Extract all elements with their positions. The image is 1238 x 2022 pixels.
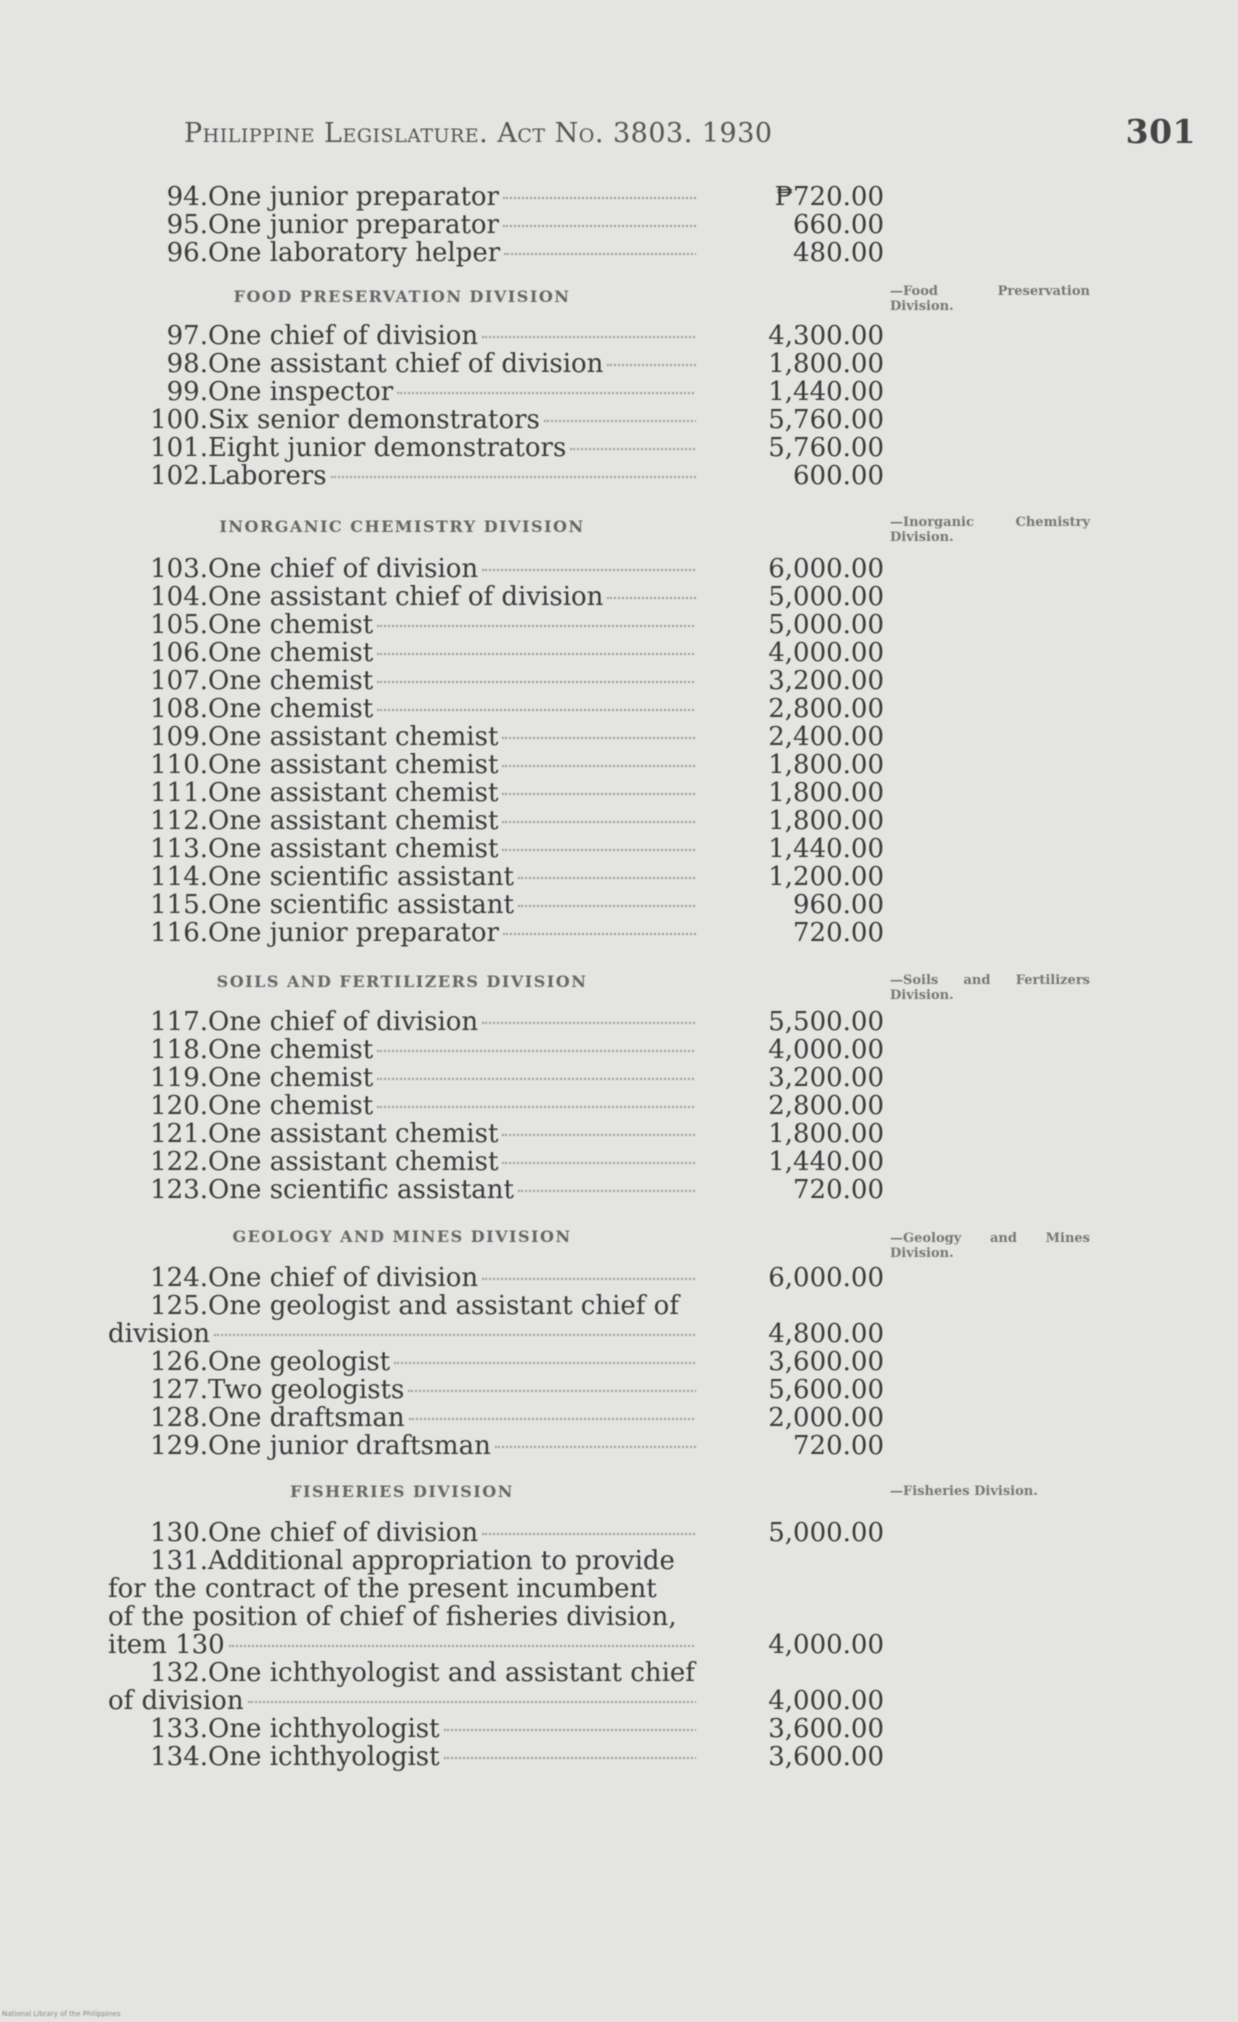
list-item bbox=[0, 891, 1238, 919]
list-item bbox=[0, 919, 1238, 947]
item-amount: 4,000.00 bbox=[768, 638, 884, 668]
list-item-125-line2: division 4,800.00 bbox=[108, 1319, 884, 1349]
item-description: One chief of division bbox=[208, 555, 696, 583]
item-amount: 720.00 bbox=[793, 1175, 884, 1205]
item-number: 109. bbox=[150, 722, 208, 752]
footer-credit: National Library of the Philippines bbox=[2, 2010, 121, 2018]
item-description: Six senior demonstrators bbox=[208, 406, 696, 434]
list-item bbox=[0, 695, 1238, 723]
list-item-131-line1: 131. Additional appropriation to provide bbox=[150, 1546, 675, 1576]
item-description: One chemist bbox=[208, 695, 696, 723]
item-description: One assistant chemist bbox=[208, 1148, 696, 1176]
section-heading-inorganic-chemistry: INORGANIC CHEMISTRY DIVISION bbox=[219, 517, 585, 536]
item-amount: 6,000.00 bbox=[768, 554, 884, 584]
item-number: 101. bbox=[150, 433, 208, 463]
list-item-131-line4: item 130 4,000.00 bbox=[108, 1630, 884, 1660]
item-description: One scientific assistant bbox=[208, 863, 696, 891]
item-number: 127. bbox=[150, 1375, 208, 1405]
item-amount: ₱720.00 bbox=[774, 182, 884, 212]
item-number: 108. bbox=[150, 694, 208, 724]
item-number: 133. bbox=[150, 1714, 208, 1744]
item-number: 111. bbox=[150, 778, 208, 808]
item-amount: 5,760.00 bbox=[768, 405, 884, 435]
item-description: One assistant chemist bbox=[208, 779, 696, 807]
item-amount: 4,300.00 bbox=[768, 321, 884, 351]
list-item bbox=[0, 378, 1238, 406]
item-description: Eight junior demonstrators bbox=[208, 434, 696, 462]
item-number: 128. bbox=[150, 1403, 208, 1433]
list-item bbox=[0, 1519, 1238, 1547]
item-number: 106. bbox=[150, 638, 208, 668]
list-item bbox=[0, 863, 1238, 891]
list-item bbox=[0, 751, 1238, 779]
item-amount: 2,800.00 bbox=[768, 1091, 884, 1121]
item-number: 124. bbox=[150, 1263, 208, 1293]
item-number: 102. bbox=[150, 461, 208, 491]
list-item bbox=[0, 1176, 1238, 1204]
margin-note-fisheries: —Fisheries Division. bbox=[890, 1484, 1038, 1499]
item-amount: 660.00 bbox=[793, 210, 884, 240]
item-amount: 5,760.00 bbox=[768, 433, 884, 463]
running-title: Philippine Legislature. Act No. 3803. 1930 bbox=[184, 118, 773, 149]
item-number: 117. bbox=[150, 1007, 208, 1037]
item-description: One assistant chief of division bbox=[208, 350, 696, 378]
item-amount: 5,000.00 bbox=[768, 582, 884, 612]
item-number: 110. bbox=[150, 750, 208, 780]
section-heading-geology-mines: GEOLOGY AND MINES DIVISION bbox=[232, 1227, 572, 1246]
item-description: One junior draftsman bbox=[208, 1432, 696, 1460]
item-number: 120. bbox=[150, 1091, 208, 1121]
section-heading-food-preservation: FOOD PRESERVATION DIVISION bbox=[233, 287, 571, 306]
list-item-131-line3: of the position of chief of fisheries division, bbox=[108, 1602, 677, 1632]
list-item bbox=[0, 779, 1238, 807]
list-item bbox=[0, 583, 1238, 611]
item-description: One ichthyologist bbox=[208, 1743, 696, 1771]
item-number: 119. bbox=[150, 1063, 208, 1093]
margin-note-geology-mines: —Geology and Mines Division. bbox=[890, 1231, 1090, 1261]
margin-note-food-preservation: —Food Preservation Division. bbox=[890, 284, 1090, 314]
list-item bbox=[0, 406, 1238, 434]
item-description: One chemist bbox=[208, 1064, 696, 1092]
item-description: Laborers bbox=[208, 462, 696, 490]
list-item bbox=[0, 1432, 1238, 1460]
item-amount: 2,800.00 bbox=[768, 694, 884, 724]
item-amount: 720.00 bbox=[793, 918, 884, 948]
list-item bbox=[0, 1404, 1238, 1432]
list-item bbox=[0, 211, 1238, 239]
item-number: 97. bbox=[166, 321, 208, 351]
item-amount: 960.00 bbox=[793, 890, 884, 920]
list-item bbox=[0, 835, 1238, 863]
list-item bbox=[0, 555, 1238, 583]
list-item bbox=[0, 1264, 1238, 1292]
item-number: 121. bbox=[150, 1119, 208, 1149]
list-item bbox=[0, 1715, 1238, 1743]
page-number: 301 bbox=[1125, 112, 1196, 151]
item-number: 115. bbox=[150, 890, 208, 920]
item-amount: 1,440.00 bbox=[768, 377, 884, 407]
item-description: One chemist bbox=[208, 667, 696, 695]
list-item bbox=[0, 611, 1238, 639]
item-amount: 1,440.00 bbox=[768, 834, 884, 864]
item-description: One assistant chemist bbox=[208, 751, 696, 779]
item-number: 118. bbox=[150, 1035, 208, 1065]
list-item bbox=[0, 1148, 1238, 1176]
item-number: 96. bbox=[166, 238, 208, 268]
list-item-131-line2: for the contract of the present incumbent bbox=[108, 1574, 657, 1604]
item-description: One draftsman bbox=[208, 1404, 696, 1432]
list-item bbox=[0, 1348, 1238, 1376]
item-amount: 1,440.00 bbox=[768, 1147, 884, 1177]
item-amount: 3,600.00 bbox=[768, 1742, 884, 1772]
item-description: One junior preparator bbox=[208, 183, 696, 211]
list-item bbox=[0, 239, 1238, 267]
item-number: 95. bbox=[166, 210, 208, 240]
item-number: 107. bbox=[150, 666, 208, 696]
item-number: 126. bbox=[150, 1347, 208, 1377]
item-amount: 1,800.00 bbox=[768, 750, 884, 780]
item-amount: 3,600.00 bbox=[768, 1714, 884, 1744]
item-number: 134. bbox=[150, 1742, 208, 1772]
item-number: 112. bbox=[150, 806, 208, 836]
list-item-125-line1: 125. One geologist and assistant chief of bbox=[150, 1291, 679, 1321]
list-item bbox=[0, 322, 1238, 350]
list-item bbox=[0, 1092, 1238, 1120]
margin-note-soils-fertilizers: —Soils and Fertilizers Division. bbox=[890, 973, 1090, 1003]
item-amount: 3,200.00 bbox=[768, 666, 884, 696]
item-description: One chief of division bbox=[208, 1519, 696, 1547]
item-description: One chief of division bbox=[208, 1008, 696, 1036]
item-amount: 5,600.00 bbox=[768, 1375, 884, 1405]
item-number: 100. bbox=[150, 405, 208, 435]
item-number: 123. bbox=[150, 1175, 208, 1205]
item-number: 105. bbox=[150, 610, 208, 640]
list-item bbox=[0, 639, 1238, 667]
item-description: One assistant chief of division bbox=[208, 583, 696, 611]
section-heading-soils-fertilizers: SOILS AND FERTILIZERS DIVISION bbox=[216, 972, 588, 991]
item-amount: 1,800.00 bbox=[768, 806, 884, 836]
list-item-132-line2: of division 4,000.00 bbox=[108, 1686, 884, 1716]
item-description: One chief of division bbox=[208, 1264, 696, 1292]
item-description: One scientific assistant bbox=[208, 891, 696, 919]
item-number: 116. bbox=[150, 918, 208, 948]
item-amount: 480.00 bbox=[793, 238, 884, 268]
item-description: One junior preparator bbox=[208, 919, 696, 947]
item-amount: 720.00 bbox=[793, 1431, 884, 1461]
list-item bbox=[0, 1120, 1238, 1148]
item-description: One chemist bbox=[208, 639, 696, 667]
margin-note-inorganic-chemistry: —Inorganic Chemistry Division. bbox=[890, 515, 1090, 545]
item-number: 94. bbox=[166, 182, 208, 212]
item-amount: 5,000.00 bbox=[768, 610, 884, 640]
item-description: One chief of division bbox=[208, 322, 696, 350]
list-item bbox=[0, 183, 1238, 211]
item-description: One chemist bbox=[208, 1092, 696, 1120]
item-description: One inspector bbox=[208, 378, 696, 406]
item-amount: 1,800.00 bbox=[768, 778, 884, 808]
item-description: One assistant chemist bbox=[208, 1120, 696, 1148]
item-description: One scientific assistant bbox=[208, 1176, 696, 1204]
item-description: One assistant chemist bbox=[208, 723, 696, 751]
list-item bbox=[0, 350, 1238, 378]
item-number: 99. bbox=[166, 377, 208, 407]
list-item-132-line1: 132. One ichthyologist and assistant chief bbox=[150, 1658, 695, 1688]
list-item bbox=[0, 434, 1238, 462]
item-amount: 1,200.00 bbox=[768, 862, 884, 892]
item-amount: 5,000.00 bbox=[768, 1518, 884, 1548]
item-amount: 3,200.00 bbox=[768, 1063, 884, 1093]
item-number: 130. bbox=[150, 1518, 208, 1548]
item-number: 98. bbox=[166, 349, 208, 379]
item-amount: 6,000.00 bbox=[768, 1263, 884, 1293]
item-description: One assistant chemist bbox=[208, 835, 696, 863]
list-item bbox=[0, 1036, 1238, 1064]
item-description: One assistant chemist bbox=[208, 807, 696, 835]
list-item bbox=[0, 667, 1238, 695]
item-description: One ichthyologist bbox=[208, 1715, 696, 1743]
item-description: One junior preparator bbox=[208, 211, 696, 239]
item-amount: 1,800.00 bbox=[768, 1119, 884, 1149]
list-item bbox=[0, 1064, 1238, 1092]
list-item bbox=[0, 1008, 1238, 1036]
list-item bbox=[0, 462, 1238, 490]
item-number: 114. bbox=[150, 862, 208, 892]
item-amount: 1,800.00 bbox=[768, 349, 884, 379]
item-amount: 5,500.00 bbox=[768, 1007, 884, 1037]
item-number: 103. bbox=[150, 554, 208, 584]
page-header bbox=[180, 112, 1200, 160]
item-amount: 2,400.00 bbox=[768, 722, 884, 752]
item-description: Two geologists bbox=[208, 1376, 696, 1404]
item-number: 113. bbox=[150, 834, 208, 864]
list-item bbox=[0, 1376, 1238, 1404]
item-description: One laboratory helper bbox=[208, 239, 696, 267]
item-description: One geologist bbox=[208, 1348, 696, 1376]
item-amount: 2,000.00 bbox=[768, 1403, 884, 1433]
list-item bbox=[0, 723, 1238, 751]
item-number: 129. bbox=[150, 1431, 208, 1461]
item-amount: 600.00 bbox=[793, 461, 884, 491]
item-number: 104. bbox=[150, 582, 208, 612]
item-description: One chemist bbox=[208, 1036, 696, 1064]
list-item bbox=[0, 807, 1238, 835]
section-heading-fisheries: FISHERIES DIVISION bbox=[290, 1482, 514, 1501]
item-number: 122. bbox=[150, 1147, 208, 1177]
item-description: One chemist bbox=[208, 611, 696, 639]
list-item bbox=[0, 1743, 1238, 1771]
item-amount: 4,000.00 bbox=[768, 1035, 884, 1065]
item-amount: 3,600.00 bbox=[768, 1347, 884, 1377]
